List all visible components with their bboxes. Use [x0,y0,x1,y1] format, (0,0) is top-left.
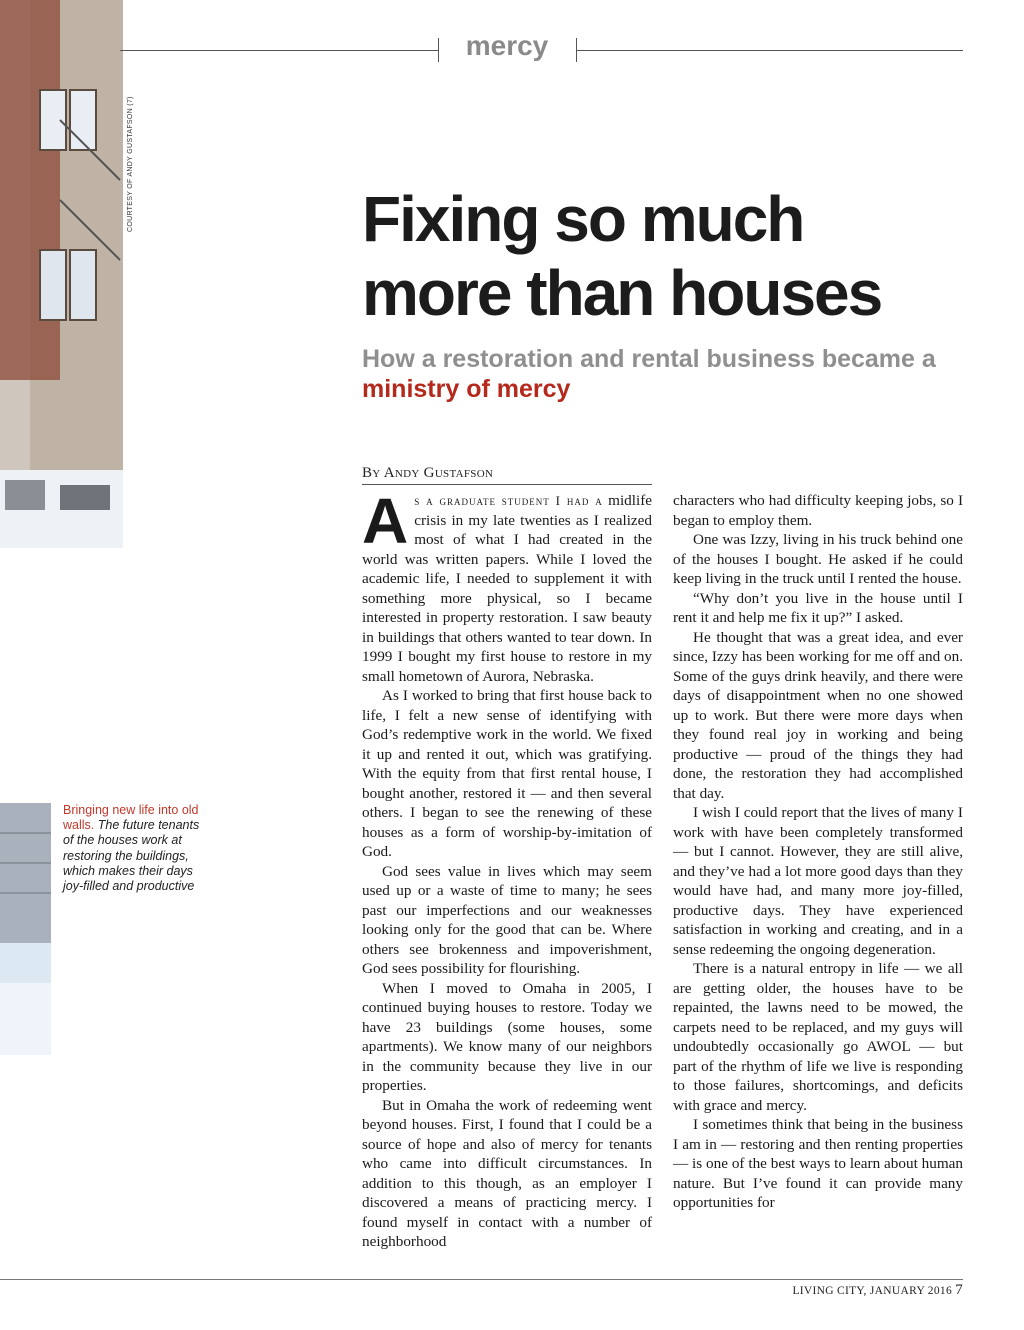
article-paragraph: I wish I could report that the lives of many I work with have been completely transformed — but I cannot. However, they are still alive, and they’ve had a lot more good days than they would have had, and many more joy-filled, productive days. They have experienced satisfaction in working and creating, and in a sense redeeming the ongoing degeneration. [673,804,963,958]
workers-photo-graphic [0,803,51,1055]
article-paragraph: When I moved to Omaha in 2005, I continued buying houses to restore. Today we have 23 buildings (some houses, some apartments). We know many of our neighbors in the community because they live in our properties. [362,979,652,1094]
byline [362,465,652,485]
deck [362,344,962,404]
article-paragraph: As I worked to bring that first house back to life, I felt a new sense of identifying with God’s redemptive work in the world. We fixed it up and rented it out, which was gratifying. With the equity from that first rental house, I bought another, restored it — and then several others. I began to see the renewing of these houses as a form of worship-by-imitation of God. [362,687,652,860]
caption-text: The future tenants of the houses work at restoring the buildings, which makes their days joy-filled and productive [63,818,200,894]
article-paragraph: He thought that was a great idea, and ever since, Izzy has been working for me off and on. Some of the guys drink heavily, and there were days of disappointment when no one showed up to work. But there were more days when they found real joy in working and being productive — proud of the things they had done, the restoration they had accomplished that day. [673,628,963,802]
article-paragraph: I sometimes think that being in the business I am in — restoring and then renting properties — is one of the best ways to learn about human nature. But I’ve found it can provide many opportunities for [673,1116,963,1211]
caption-title: Bringing new life into old walls. [63,803,199,833]
paragraph-text: midlife crisis in my late twenties as I realized most of what I had created in the world was written papers. While I loved the academic life, I needed to supplement it with something more physical, so I became interested in property restoration. I saw beauty in buildings that others wanted to tear down. In 1999 I bought my first house to restore in my small hometown of Aurora, Nebraska. [362,492,652,685]
building-photo [0,0,123,548]
article-paragraph: “Why don’t you live in the house until I rent it and help me fix it up?” I asked. [673,589,963,626]
dropcap: A [362,491,409,557]
article-paragraph: God sees value in lives which may seem used up or a waste of time to many; he sees past our imperfections and our weaknesses looking only for the good that can be. Where others see brokenness and impoverishment, God sees possibility for flourishing. [362,862,652,977]
workers-photo [0,803,51,1055]
headline [362,182,982,330]
byline-text: By Andy Gustafson [362,465,494,481]
section-label: mercy [465,30,549,61]
headline-line-2: more than houses [362,257,882,329]
lead-smallcaps: s a graduate student I had a [414,493,603,508]
section-rule-left [120,50,438,51]
section-bracket-left [438,38,439,62]
footer-publication: LIVING CITY, JANUARY 2016 [792,1285,952,1297]
article-paragraph [362,491,652,686]
article-paragraph: But in Omaha the work of redeeming went beyond houses. First, I found that I could be a source of hope and also of mercy for tenants who came into difficult circumstances. In addition to this though, as an employer I discovered a means of practicing mercy. I found myself in contact with a number of neighborhood [362,1096,652,1250]
article-paragraph: There is a natural entropy in life — we all are getting older, the houses have to be repainted, the lawns need to be mowed, the carpets need to be replaced, and my guys will undoubtedly occasionally go AWOL — but part of the rhythm of life we live is responding to those failures, shortcomings, and deficits with grace and mercy. [673,960,963,1114]
footer-rule [0,1279,963,1280]
page-number: 7 [955,1282,963,1298]
page-footer [700,1282,963,1299]
headline-line-1: Fixing so much [362,183,804,255]
section-rule-right [577,50,963,51]
deck-highlight: ministry of mercy [362,375,571,403]
deck-text: How a restoration and rental business became a [362,345,936,373]
article-paragraph: One was Izzy, living in his truck behind one of the houses I bought. He asked if he could keep living in the truck until I rented the house. [673,531,963,587]
photo-caption [63,803,213,894]
building-photo-graphic [0,0,123,548]
article-column-2 [673,491,963,1273]
article-column-1 [362,491,652,1273]
article-paragraph: characters who had difficulty keeping jobs, so I began to employ them. [673,492,963,529]
photo-credit: COURTESY OF ANDY GUSTAFSON (7) [127,96,134,232]
